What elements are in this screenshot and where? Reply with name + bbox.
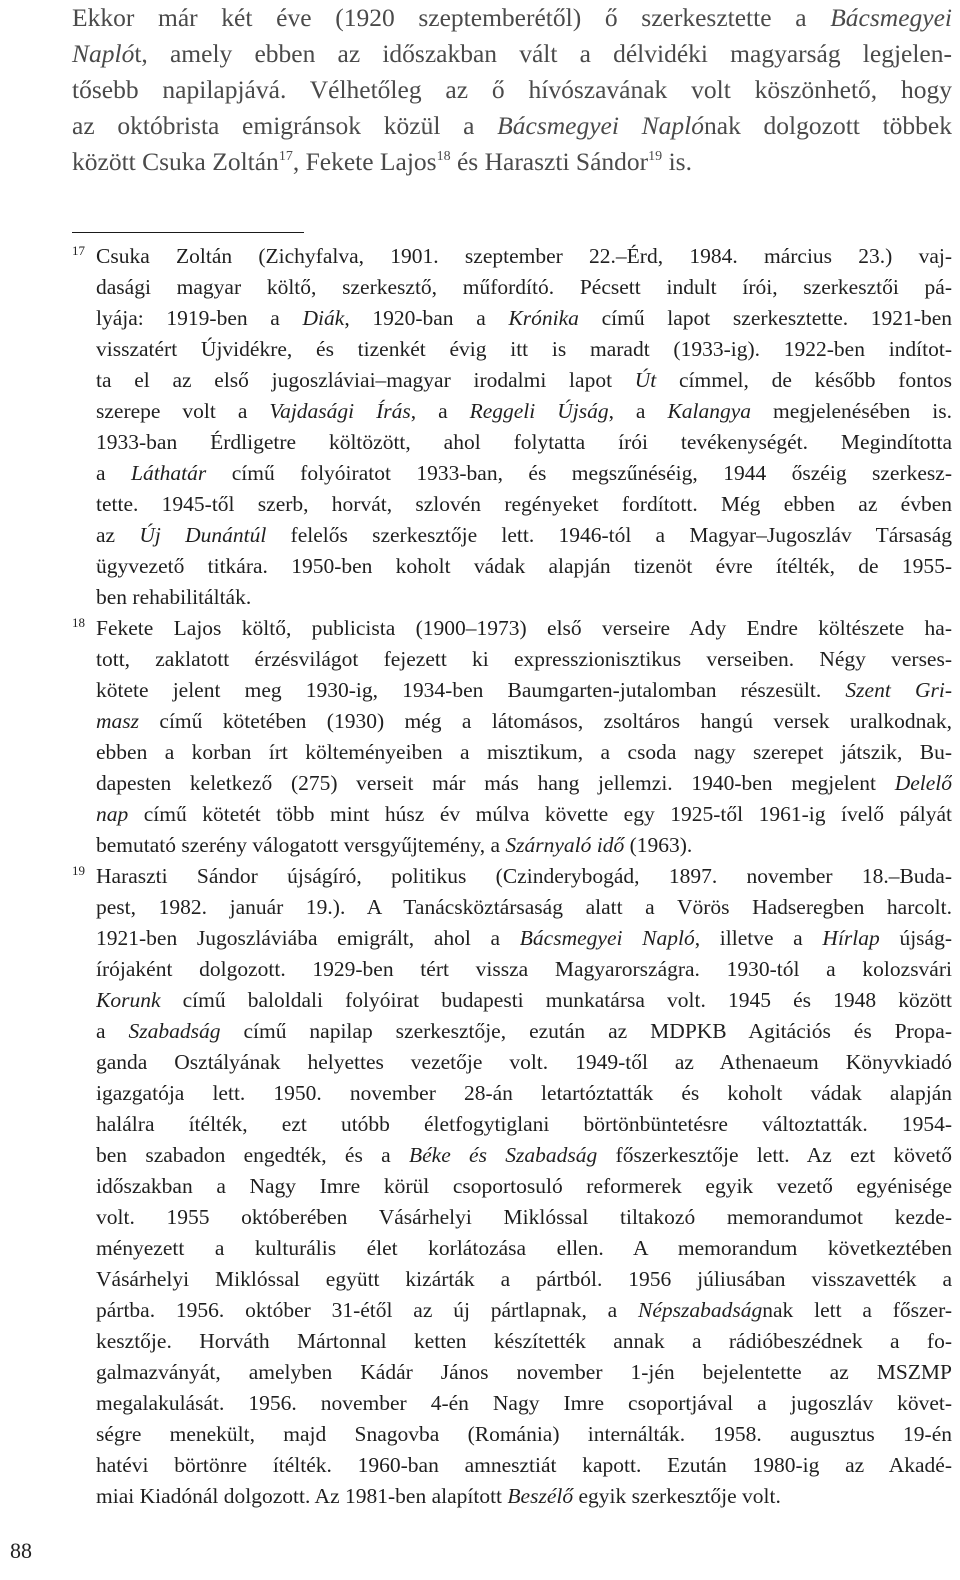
italic-title: Bácsmegyei Napló: [497, 111, 705, 140]
italic-title: Korunk: [96, 988, 161, 1012]
footnote-line: volt. 1955 októberében Vásárhelyi Miklóssal tiltakozó memorandumot kezde-: [96, 1205, 952, 1229]
italic-title: masz: [96, 709, 140, 733]
footnote-line: [96, 675, 952, 706]
footnote-line: visszatért Újvidékre, és tizenkét évig itt is maradt (1933-ig). 1922-ben indítot-: [96, 337, 952, 361]
footnote-line: tette. 1945-től szerb, horvát, szlovén regényeket fordított. Még ebben az évben: [96, 492, 952, 516]
text-run: főszerkesztője lett. Az ezt követő: [597, 1143, 952, 1167]
footnote-line: 1933-ban Érdligetre költözött, ahol folytatta írói tevékenységét. Megindította: [96, 430, 952, 454]
italic-title: nap: [96, 802, 129, 826]
text-run: nak dolgozott többek: [704, 111, 952, 140]
footnote-line: [96, 365, 952, 396]
italic-title: Új Dunántúl: [139, 523, 267, 547]
footnote-line: [96, 985, 952, 1016]
footnote-line: ügyvezető titkára. 1950-ben koholt vádak alapján tizenöt évre ítélték, de 1955-: [96, 554, 952, 578]
text-run: , a: [410, 399, 470, 423]
text-run: a: [96, 1019, 129, 1043]
text-run: című folyóiratot 1933-ban, és megszűnéséig, 1944 őszéig szerkesz-: [206, 461, 952, 485]
text-run: címmel, de később fontos: [656, 368, 952, 392]
footnote-line: [96, 520, 952, 551]
footnote-line: halálra ítélték, ezt utóbb életfogytiglani börtönbüntetésre változtatták. 1954-: [96, 1112, 952, 1136]
main-paragraph: [72, 0, 952, 180]
footnote-ref: 19: [648, 149, 663, 165]
footnote-line: [96, 1481, 952, 1512]
footnote-line: pest, 1982. január 19.). A Tanácsköztársaság alatt a Vörös Hadseregben harcolt.: [96, 895, 952, 919]
footnote-17: [72, 241, 952, 613]
body-line: tősebb napilapjává. Vélhetőleg az ő hívószavának volt köszönhető, hogy: [72, 75, 952, 104]
footnote-number: 19: [72, 863, 85, 878]
italic-title: Szent Gri-: [845, 678, 952, 702]
italic-title: Reggeli Újság: [469, 399, 609, 423]
text-run: 1921-ben Jugoszláviába emigrált, ahol a: [96, 926, 520, 950]
footnote-line: dasági magyar költő, szerkesztő, műfordító. Pécsett indult írói, szerkesztői pá-: [96, 275, 952, 299]
footnote-line: Vásárhelyi Miklóssal együtt kizárták a pártból. 1956 júliusában visszavették a: [96, 1267, 952, 1291]
italic-title: Béke és Szabadság: [408, 1143, 598, 1167]
text-run: , 1920-ban a: [344, 306, 509, 330]
text-run: egyik szerkesztője volt.: [573, 1484, 781, 1508]
italic-title: Láthatár: [131, 461, 207, 485]
italic-title: Bácsmegyei: [830, 3, 952, 32]
text-run: t, amely ebben az időszakban vált a délvidéki magyarság legjelen-: [134, 39, 952, 68]
text-run: és Haraszti Sándor: [450, 147, 649, 176]
text-run: című kötetében (1930) még a látomásos, zsoltáros hangú versek uralkodnak,: [139, 709, 952, 733]
italic-title: Bácsmegyei Napló: [519, 926, 695, 950]
italic-title: Beszélő: [507, 1484, 574, 1508]
footnote-line: [96, 799, 952, 830]
footnote-line: időszakban a Nagy Imre körül csoportosuló reformerek egyik vezető egyénisége: [96, 1174, 952, 1198]
footnote-18: [72, 613, 952, 861]
italic-title: Kalangya: [667, 399, 752, 423]
text-run: pártba. 1956. október 31-étől az új pártlapnak, a: [96, 1298, 639, 1322]
text-run: is.: [662, 147, 692, 176]
footnote-ref: 17: [278, 149, 293, 165]
body-line: [72, 144, 952, 180]
footnote-number: 17: [72, 243, 85, 258]
footnote-line: [96, 768, 952, 799]
text-run: bemutató szerény válogatott versgyűjtemény, a: [96, 833, 506, 857]
italic-title: Szabadság: [128, 1019, 221, 1043]
italic-title: Krónika: [508, 306, 579, 330]
text-run: szerepe volt a: [96, 399, 270, 423]
text-run: , Fekete Lajos: [292, 147, 437, 176]
italic-title: Út: [634, 368, 657, 392]
footnote-number: 18: [72, 615, 85, 630]
text-run: miai Kiadónál dolgozott. Az 1981-ben alapított: [96, 1484, 508, 1508]
italic-title: Hírlap: [822, 926, 880, 950]
footnote-line: Fekete Lajos költő, publicista (1900–1973) első verseire Ady Endre költészete ha-: [96, 616, 952, 640]
footnote-line: [96, 303, 952, 334]
footnote-separator: [72, 232, 304, 233]
footnote-line: ményezett a kulturális élet korlátozása ellen. A memorandum következtében: [96, 1236, 952, 1260]
text-run: című lapot szerkesztette. 1921-ben: [578, 306, 952, 330]
footnote-line: [96, 1140, 952, 1171]
text-run: nak lett a főszer-: [762, 1298, 952, 1322]
text-run: című kötetét több mint húsz év múlva követte egy 1925-től 1961-ig ívelő pályát: [128, 802, 952, 826]
text-run: az: [96, 523, 140, 547]
footnote-19: [72, 861, 952, 1512]
footnote-line: [96, 923, 952, 954]
text-run: (1963).: [624, 833, 693, 857]
text-run: felelős szerkesztője lett. 1946-tól a Magyar–Jugoszláv Társaság: [266, 523, 952, 547]
text-run: Ekkor már két éve (1920 szeptemberétől) ő szerkesztette a: [72, 3, 831, 32]
body-line: [72, 108, 952, 144]
footnote-line: hatévi börtönre ítélték. 1960-ban amnesztiát kapott. Ezután 1980-ig az Akadé-: [96, 1453, 952, 1477]
body-line: [72, 0, 952, 36]
footnote-line: Haraszti Sándor újságíró, politikus (Czinderybogád, 1897. november 18.–Buda-: [96, 864, 952, 888]
footnote-line: kesztője. Horváth Mártonnal ketten készítették annak a rádióbeszédnek a fo-: [96, 1329, 952, 1353]
italic-title: Delelő: [894, 771, 952, 795]
text-run: , illetve a: [694, 926, 823, 950]
footnote-line: [96, 1016, 952, 1047]
text-run: ta el az első jugoszláviai–magyar irodalmi lapot: [96, 368, 635, 392]
text-run: ben szabadon engedték, és a: [96, 1143, 409, 1167]
footnote-line: [96, 706, 952, 737]
text-run: című napilap szerkesztője, ezután az MDPKB Agitációs és Propa-: [220, 1019, 952, 1043]
italic-title: Szárnyaló idő: [505, 833, 625, 857]
body-line: [72, 36, 952, 72]
footnote-line: tott, zaklatott érzésvilágot fejezett ki expresszionisztikus verseiben. Négy verses-: [96, 647, 952, 671]
footnote-line: ebben a korban írt költeményeiben a misztikum, a csoda nagy szerepet játszik, Bu-: [96, 740, 952, 764]
text-run: lyája: 1919-ben a: [96, 306, 303, 330]
text-run: újság-: [879, 926, 952, 950]
text-run: kötete jelent meg 1930-ig, 1934-ben Baumgarten-jutalomban részesült.: [96, 678, 846, 702]
footnote-line: ben rehabilitálták.: [96, 585, 252, 609]
footnote-ref: 18: [436, 149, 451, 165]
footnote-line: ségre menekült, majd Snagovba (Románia) internálták. 1958. augusztus 19-én: [96, 1422, 952, 1446]
text-run: között Csuka Zoltán: [72, 147, 279, 176]
footnote-line: írójaként dolgozott. 1929-ben tért vissza Magyarországra. 1930-tól a kolozsvári: [96, 957, 952, 981]
footnote-line: [96, 830, 952, 861]
footnote-line: [96, 396, 952, 427]
footnote-line: megalakulását. 1956. november 4-én Nagy Imre csoportjával a jugoszláv követ-: [96, 1391, 952, 1415]
page-number: 88: [10, 1538, 32, 1563]
italic-title: Napló: [72, 39, 135, 68]
footnote-line: igazgatója lett. 1950. november 28-án letartóztatták és koholt vádak alapján: [96, 1081, 952, 1105]
footnote-line: [96, 1295, 952, 1326]
text-run: megjelenésében is.: [751, 399, 952, 423]
text-run: a: [96, 461, 131, 485]
footnote-line: [96, 458, 952, 489]
footnote-line: Csuka Zoltán (Zichyfalva, 1901. szeptember 22.–Érd, 1984. március 23.) vaj-: [96, 244, 952, 268]
italic-title: Vajdasági Írás: [269, 399, 411, 423]
text-run: , a: [608, 399, 668, 423]
text-run: című baloldali folyóirat budapesti munkatársa volt. 1945 és 1948 között: [160, 988, 952, 1012]
italic-title: Népszabadság: [638, 1298, 763, 1322]
text-run: az októbrista emigránsok közül a: [72, 111, 498, 140]
footnotes: [72, 241, 952, 1512]
footnote-line: ganda Osztályának helyettes vezetője volt. 1949-től az Athenaeum Könyvkiadó: [96, 1050, 952, 1074]
italic-title: Diák: [302, 306, 345, 330]
footnote-line: galmazványát, amelyben Kádár János november 1-jén bejelentette az MSZMP: [96, 1360, 952, 1384]
text-run: dapesten keletkező (275) verseit már más hang jellemzi. 1940-ben megjelent: [96, 771, 895, 795]
